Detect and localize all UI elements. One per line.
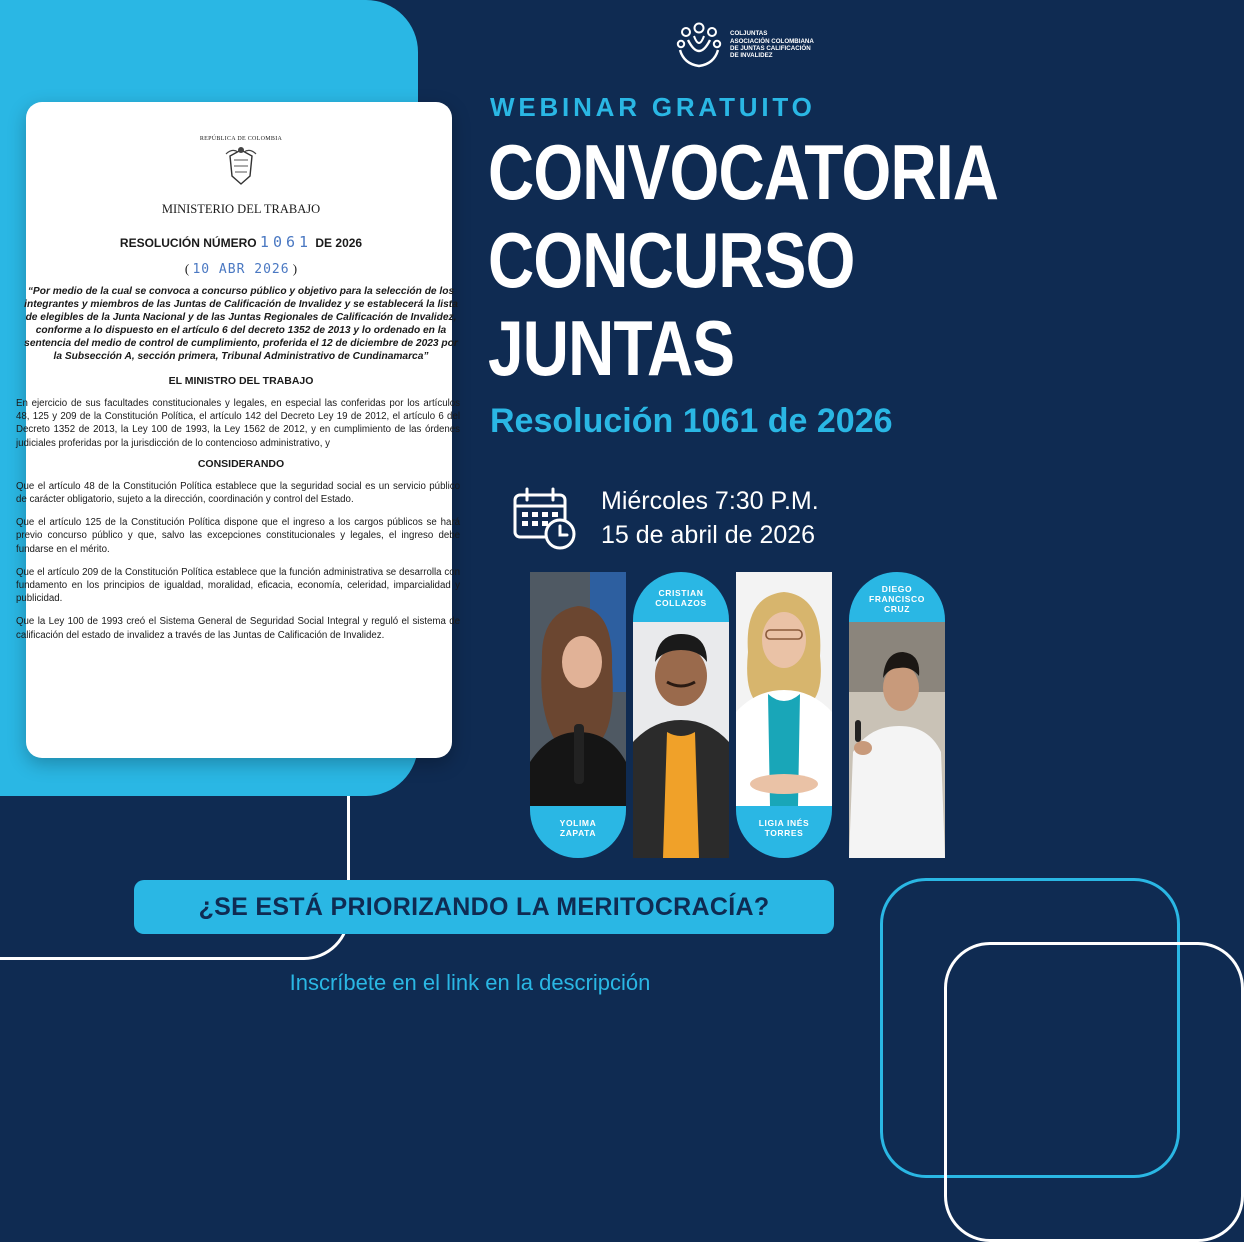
doc-resolution-line bbox=[16, 233, 466, 251]
speaker-card-diego-francisco-cruz bbox=[849, 572, 945, 858]
resolution-document bbox=[16, 102, 460, 758]
speaker-card-cristian-collazos bbox=[633, 572, 729, 858]
doc-res-prefix: RESOLUCIÓN NÚMERO bbox=[119, 236, 257, 250]
doc-date-stamp: 10 ABR 2026 bbox=[192, 262, 290, 277]
speaker-name-line: CRUZ bbox=[883, 604, 910, 614]
speaker-name-line: COLLAZOS bbox=[655, 598, 707, 608]
coljuntas-logo bbox=[674, 20, 890, 70]
speaker-name-line: LIGIA INÉS bbox=[758, 818, 810, 828]
main-title bbox=[488, 128, 998, 392]
speaker-name-line: YOLIMA bbox=[559, 818, 597, 828]
logo-line: COLJUNTAS bbox=[730, 30, 768, 38]
speaker-photo bbox=[530, 572, 626, 806]
webinar-kicker: WEBINAR GRATUITO bbox=[490, 92, 816, 122]
resolution-subtitle: Resolución 1061 de 2026 bbox=[490, 402, 893, 440]
speaker-name-line: TORRES bbox=[764, 828, 804, 838]
speaker-photo bbox=[849, 622, 945, 858]
speaker-name-line: ZAPATA bbox=[559, 828, 597, 838]
event-date: 15 de abril de 2026 bbox=[601, 521, 816, 549]
doc-res-number: 1061 bbox=[259, 233, 313, 251]
coat-of-arms-icon bbox=[222, 146, 260, 188]
doc-date-close: ) bbox=[292, 261, 298, 276]
doc-paragraph: Que el artículo 125 de la Constitución Política dispone que el ingreso a los cargos públicos se hará previo concurso público y que, salvo las excepciones constitucionales y legales, el ingreso debe fundarse en el mérito. bbox=[16, 517, 460, 555]
title-line: JUNTAS bbox=[488, 304, 735, 392]
doc-heading-considerando: CONSIDERANDO bbox=[197, 457, 285, 470]
speaker-photo bbox=[633, 622, 729, 858]
registration-footer: Inscríbete en el link en la descripción bbox=[289, 970, 651, 995]
calendar-clock-icon bbox=[512, 486, 578, 552]
meritocracy-question-banner: ¿SE ESTÁ PRIORIZANDO LA MERITOCRACÍA? bbox=[134, 880, 834, 934]
speaker-photo bbox=[736, 572, 832, 806]
doc-heading-minister: EL MINISTRO DEL TRABAJO bbox=[168, 375, 314, 387]
people-circle-logo-icon bbox=[674, 20, 724, 70]
doc-intro: En ejercicio de sus facultades constitucionales y legales, en especial las conferidas por los artículos 48, 125 y 209 de la Constitución Política, el artículo 142 del Decreto Ley 19 de 2012, el artículo 6 del Decreto 1352 de 2013, la Ley 100 de 1993, la Ley 1562 de 2012, y en cumplimiento de las órdenes judiciales proferidas por la jurisdicción de lo contencioso administrativo, y bbox=[16, 398, 460, 449]
speaker-name bbox=[736, 818, 832, 838]
speaker-name bbox=[530, 818, 626, 838]
logo-text bbox=[730, 30, 890, 60]
doc-date-line bbox=[16, 261, 466, 277]
logo-line: ASOCIACIÓN COLOMBIANA bbox=[730, 37, 814, 45]
title-line: CONCURSO bbox=[488, 216, 855, 304]
logo-line: DE JUNTAS CALIFICACIÓN bbox=[730, 45, 811, 52]
doc-res-suffix: DE 2026 bbox=[315, 236, 363, 250]
event-datetime bbox=[601, 484, 819, 552]
speaker-card-ligia-ines-torres bbox=[736, 572, 832, 858]
doc-paragraph: Que la Ley 100 de 1993 creó el Sistema General de Seguridad Social Integral y reguló el sistema de calificación del estado de invalidez a través de las Juntas de Calificación de Invalidez. bbox=[16, 616, 460, 641]
speaker-card-yolima-zapata bbox=[530, 572, 626, 858]
speaker-name-line: CRISTIAN bbox=[658, 588, 704, 598]
doc-ministry: MINISTERIO DEL TRABAJO bbox=[161, 202, 321, 216]
doc-date-open: ( bbox=[184, 261, 190, 276]
doc-paragraph: Que el artículo 209 de la Constitución Política establece que la función administrativa se desarrolla con fundamento en los principios de igualdad, moralidad, eficacia, economía, celeridad, imparcialidad y publicidad. bbox=[16, 566, 460, 605]
doc-summary: “Por medio de la cual se convoca a concurso público y objetivo para la selección de los integrantes y miembros de las Juntas de Calificación de Invalidez y se establecerá la lista de elegibles de la Junta Nacional y de las Juntas Regionales de Calificación de Invalidez, conforme a lo dispuesto en el artículo 6 del decreto 1352 de 2013 y lo ordenado en la sentencia del medio de control de cumplimiento, proferida el 12 de diciembre de 2023 por la Subsección A, sección primera, Tribunal Administrativo de Cundinamarca” bbox=[24, 286, 458, 362]
event-day-time: Miércoles 7:30 P.M. bbox=[601, 487, 819, 515]
doc-paragraph: Que el artículo 48 de la Constitución Política establece que la seguridad social es un servicio público de carácter obligatorio, sujeto a la dirección, coordinación y control del Estado. bbox=[16, 480, 460, 506]
speaker-name-line: FRANCISCO bbox=[869, 594, 925, 604]
speaker-name-line: DIEGO bbox=[881, 584, 913, 594]
doc-republic: REPÚBLICA DE COLOMBIA bbox=[199, 136, 283, 142]
title-line: CONVOCATORIA bbox=[488, 128, 999, 216]
speaker-name bbox=[849, 584, 945, 614]
decorative-corner-white bbox=[944, 942, 1244, 1242]
speaker-name bbox=[633, 588, 729, 608]
logo-line: DE INVALIDEZ bbox=[730, 52, 773, 60]
